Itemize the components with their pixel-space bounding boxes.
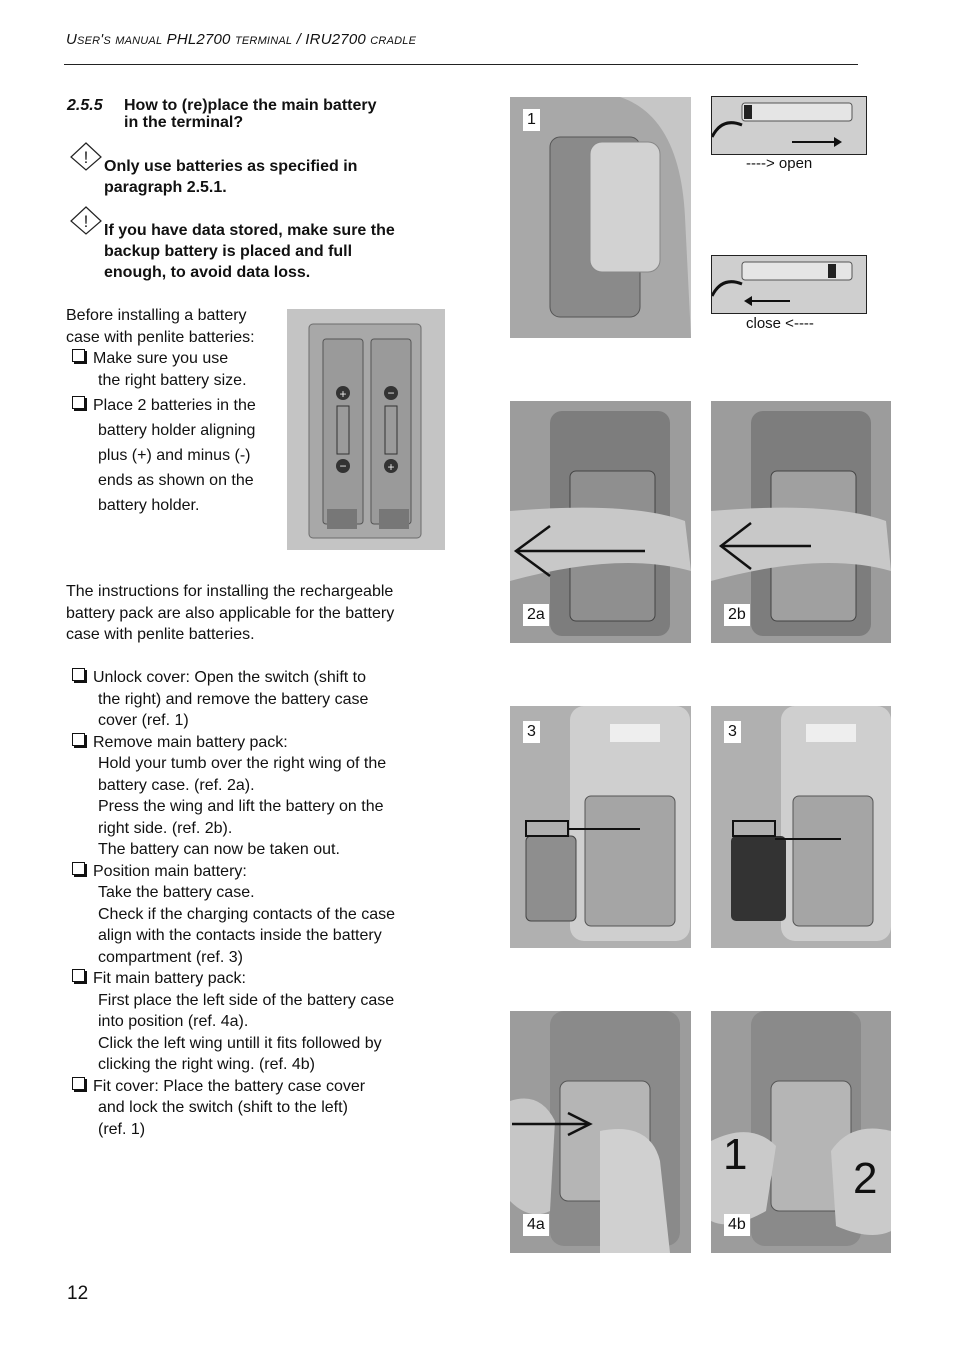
header-part: cradle <box>370 31 417 48</box>
switch-open-caption: ----> open <box>746 155 813 172</box>
step-line: (ref. 1) <box>98 1120 146 1138</box>
header-part: User's manual <box>66 31 163 48</box>
checkbox-bullet-icon <box>72 862 85 875</box>
svg-text:!: ! <box>83 148 89 167</box>
photo-step-2a <box>510 401 691 643</box>
step-item <box>72 732 472 861</box>
photo-step-3-b <box>711 706 891 948</box>
step-line: clicking the right wing. (ref. 4b) <box>98 1056 315 1073</box>
step-line: and lock the switch (shift to the left) <box>98 1099 348 1116</box>
step-line: compartment (ref. 3) <box>98 948 243 966</box>
bullet-line: ends as shown on the <box>98 472 254 489</box>
svg-text:+: + <box>387 460 395 474</box>
step-line: cover (ref. 1) <box>98 712 189 729</box>
bullet-item <box>66 393 291 518</box>
bullet-line: the right battery size. <box>98 371 247 389</box>
bullet-line: battery holder aligning <box>98 422 256 439</box>
step-line: Position main battery: <box>93 862 247 880</box>
step-line: right side. (ref. 2b). <box>98 819 233 837</box>
svg-text:+: + <box>339 387 347 401</box>
photo-step-4b <box>711 1011 891 1253</box>
section-heading <box>67 97 377 131</box>
photo-step-1 <box>510 97 691 338</box>
switch-close-caption: close <---- <box>746 315 814 332</box>
bullet-line: battery holder. <box>98 497 200 514</box>
step-line: into position (ref. 4a). <box>98 1013 249 1030</box>
warning-text <box>104 220 395 283</box>
checkbox-bullet-icon <box>72 668 85 681</box>
photo-label: 3 <box>724 721 741 743</box>
checkbox-bullet-icon <box>72 733 85 746</box>
step-item <box>72 667 472 732</box>
bullet-line: Place 2 batteries in the <box>93 397 256 414</box>
intro-block <box>66 305 291 518</box>
header-part: PHL2700 <box>166 31 231 48</box>
warning-icon <box>69 205 103 235</box>
svg-text:!: ! <box>83 212 89 231</box>
step-line: Check if the charging contacts of the case <box>98 905 396 923</box>
step-line: Fit main battery pack: <box>93 970 246 987</box>
switch-close-image <box>711 255 867 314</box>
instructions-paragraph <box>66 581 394 646</box>
header-part: terminal <box>234 31 293 48</box>
photo-label: 4a <box>523 1214 549 1236</box>
intro-line: Before installing a battery <box>66 307 247 324</box>
battery-holder-image <box>287 309 445 550</box>
checkbox-bullet-icon <box>72 969 85 982</box>
step-line: battery case. (ref. 2a). <box>98 776 255 794</box>
svg-text:−: − <box>387 386 395 400</box>
step-line: Remove main battery pack: <box>93 733 288 751</box>
photo-label: 2a <box>523 604 549 626</box>
warning-line: Only use batteries as specified in <box>104 158 358 175</box>
checkbox-bullet-icon <box>72 396 85 409</box>
step-line: Hold your tumb over the right wing of the <box>98 755 387 772</box>
header-part: / IRU2700 <box>296 31 366 48</box>
header-rule <box>64 64 858 65</box>
paragraph-line: case with penlite batteries. <box>66 626 255 643</box>
steps-list <box>72 667 472 1140</box>
section-number: 2.5.5 <box>67 97 103 114</box>
checkbox-bullet-icon <box>72 1077 85 1090</box>
bullet-line: plus (+) and minus (-) <box>98 447 251 464</box>
step-line: Take the battery case. <box>98 884 255 901</box>
section-title-line: How to (re)place the main battery <box>124 97 377 114</box>
step-line: align with the contacts inside the battery <box>98 927 382 944</box>
step-item <box>72 968 472 1076</box>
photo-label: 1 <box>523 109 540 131</box>
warning-icon <box>69 141 103 171</box>
photo-label: 2b <box>724 604 750 626</box>
photo-step-4a <box>510 1011 691 1253</box>
paragraph-line: battery pack are also applicable for the battery <box>66 604 395 622</box>
step-item <box>72 1076 472 1141</box>
photo-label: 3 <box>523 721 540 743</box>
switch-open-image <box>711 96 867 155</box>
warning-line: paragraph 2.5.1. <box>104 179 227 196</box>
svg-text:1: 1 <box>723 1130 748 1179</box>
step-line: Fit cover: Place the battery case cover <box>93 1077 366 1095</box>
running-header <box>66 31 416 48</box>
step-line: Unlock cover: Open the switch (shift to <box>93 669 366 686</box>
checkbox-bullet-icon <box>72 349 85 362</box>
bullet-line: Make sure you use <box>93 350 229 367</box>
warning-text <box>104 156 357 198</box>
step-item <box>72 861 472 969</box>
step-line: First place the left side of the battery case <box>98 991 395 1009</box>
step-line: The battery can now be taken out. <box>98 841 340 858</box>
step-line: the right) and remove the battery case <box>98 690 369 708</box>
step-line: Click the left wing untill it fits followed by <box>98 1034 382 1052</box>
warning-line: backup battery is placed and full <box>104 243 353 260</box>
bullet-item <box>66 348 291 391</box>
step-line: Press the wing and lift the battery on the <box>98 798 384 815</box>
intro-line: case with penlite batteries: <box>66 328 255 346</box>
photo-step-2b <box>711 401 891 643</box>
photo-label: 4b <box>724 1214 750 1236</box>
paragraph-line: The instructions for installing the rechargeable <box>66 583 394 600</box>
warning-line: If you have data stored, make sure the <box>104 222 395 239</box>
svg-text:2: 2 <box>853 1154 878 1203</box>
svg-text:−: − <box>339 459 347 473</box>
page-number: 12 <box>67 1283 89 1304</box>
warning-line: enough, to avoid data loss. <box>104 264 311 281</box>
photo-step-3-a <box>510 706 691 948</box>
section-title-line: in the terminal? <box>124 114 244 131</box>
